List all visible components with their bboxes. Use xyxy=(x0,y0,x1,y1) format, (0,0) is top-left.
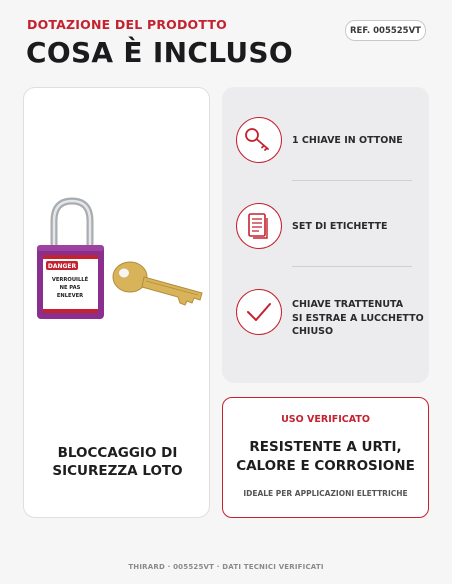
verified-subtitle: IDEALE PER APPLICAZIONI ELETTRICHE xyxy=(243,489,408,498)
brass-key-image xyxy=(113,262,202,305)
included-item-line: CHIUSO xyxy=(292,326,334,337)
included-item-line: 1 CHIAVE IN OTTONE xyxy=(292,135,403,146)
section-eyebrow: DOTAZIONE DEL PRODOTTO xyxy=(27,17,227,32)
footer-text: THIRARD · 005525VT · DATI TECNICI VERIFICATI xyxy=(128,563,324,571)
included-item-line: CHIAVE TRATTENUTA xyxy=(292,299,404,310)
padlock-image xyxy=(32,193,206,323)
verified-title-line-1: RESISTENTE A URTI, xyxy=(249,439,402,455)
verified-title-line-2: CALORE E CORROSIONE xyxy=(236,458,415,474)
label-text-enlever: ENLEVER xyxy=(56,293,84,299)
verified-label: USO VERIFICATO xyxy=(281,414,370,425)
divider xyxy=(292,266,412,267)
label-text-danger: DANGER xyxy=(47,263,77,270)
product-caption xyxy=(24,444,211,480)
verified-title xyxy=(223,438,428,476)
included-item-line: SET DI ETICHETTE xyxy=(292,221,388,232)
verified-use-card xyxy=(222,397,429,518)
label-text-ne-pas: NE PAS xyxy=(59,285,81,291)
checkmark-icon xyxy=(236,289,282,335)
labels-icon xyxy=(236,203,282,249)
included-items-card xyxy=(222,87,429,383)
product-caption-line-2: SICUREZZA LOTO xyxy=(52,463,183,479)
divider xyxy=(292,180,412,181)
reference-badge: REF. 005525VT xyxy=(345,20,426,41)
product-caption-line-1: BLOCCAGGIO DI xyxy=(57,445,178,461)
included-item-label xyxy=(292,134,427,148)
included-item-label xyxy=(292,220,427,234)
product-card xyxy=(23,87,210,518)
key-icon xyxy=(236,117,282,163)
included-item-line: SI ESTRAE A LUCCHETTO xyxy=(292,312,424,324)
label-text-verrouille: VERROUILLÉ xyxy=(51,277,89,283)
included-item-label xyxy=(292,298,427,339)
page-title: COSA È INCLUSO xyxy=(26,36,293,69)
